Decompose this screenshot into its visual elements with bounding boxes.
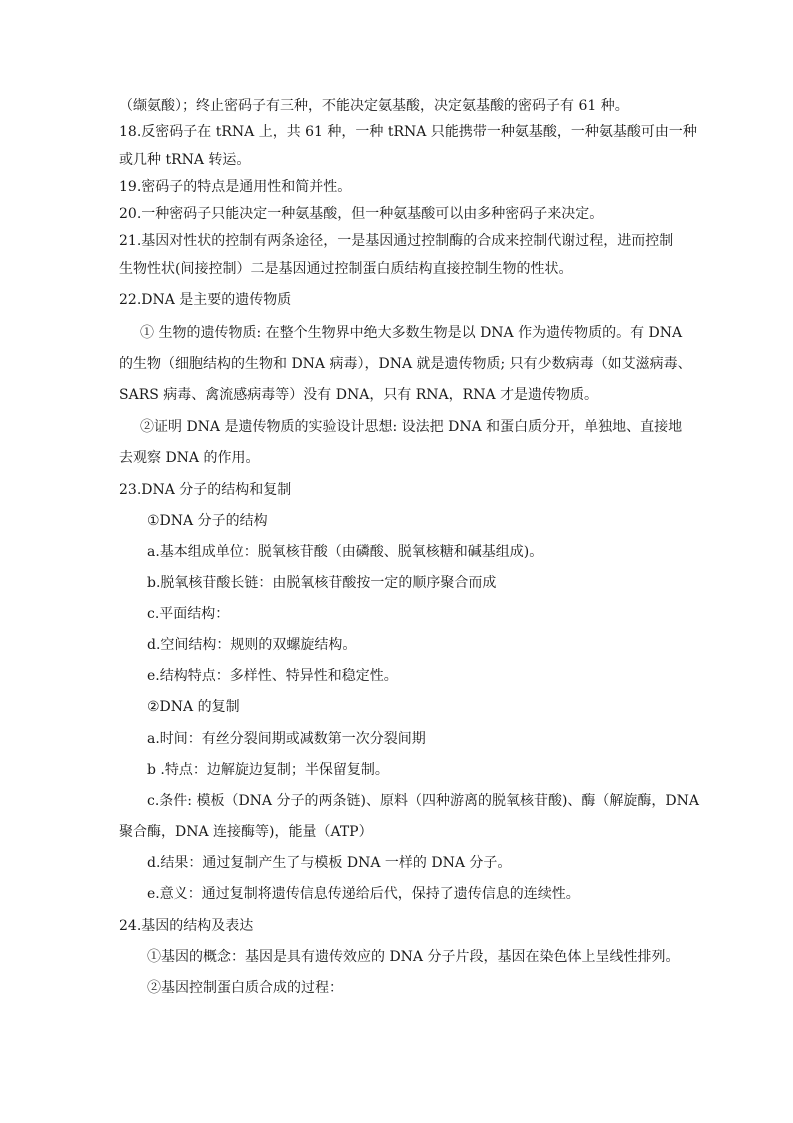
text-line: ① 生物的遗传物质: 在整个生物界中绝大多数生物是以 DNA 作为遗传物质的。有 DNA <box>140 325 683 341</box>
list-item: d.结果：通过复制产生了与模板 DNA 一样的 DNA 分子。 <box>147 855 512 871</box>
section-heading: 22.DNA 是主要的遗传物质 <box>119 292 292 308</box>
list-item: e.意义：通过复制将遗传信息传递给后代，保持了遗传信息的连续性。 <box>147 886 580 902</box>
text-line: 或几种 tRNA 转运。 <box>119 152 251 168</box>
section-heading: 23.DNA 分子的结构和复制 <box>119 482 292 498</box>
list-item: c.平面结构： <box>147 606 230 622</box>
text-line: ②证明 DNA 是遗传物质的实验设计思想: 设法把 DNA 和蛋白质分开，单独地、直接地 <box>140 419 683 435</box>
list-item: e.结构特点：多样性、特异性和稳定性。 <box>147 668 398 684</box>
text-line: 生物性状(间接控制）二是基因通过控制蛋白质结构直接控制生物的性状。 <box>119 261 573 277</box>
subheading: ①DNA 分子的结构 <box>147 513 268 529</box>
text-line: ②基因控制蛋白质合成的过程： <box>147 980 343 996</box>
list-item: b.脱氧核苷酸长链：由脱氧核苷酸按一定的顺序聚合而成 <box>147 575 497 591</box>
list-item: b .特点：边解旋边复制；半保留复制。 <box>147 762 389 778</box>
text-line: 21.基因对性状的控制有两条途径，一是基因通过控制酶的合成来控制代谢过程，进而控制 <box>119 233 674 249</box>
text-line: （缬氨酸）；终止密码子有三种，不能决定氨基酸，决定氨基酸的密码子有 61 种。 <box>119 98 629 114</box>
list-item: a.时间：有丝分裂间期或减数第一次分裂间期 <box>147 731 426 747</box>
list-item: c.条件: 模板（DNA 分子的两条链)、原料（四种游离的脱氧核苷酸)、酶（解旋酶，DNA <box>147 793 699 809</box>
text-line: 去观察 DNA 的作用。 <box>119 450 260 466</box>
text-line: SARS 病毒、禽流感病毒等）没有 DNA，只有 RNA，RNA 才是遗传物质。 <box>119 387 599 403</box>
text-line: 20.一种密码子只能决定一种氨基酸，但一种氨基酸可以由多种密码子来决定。 <box>119 206 604 222</box>
text-line: 的生物（细胞结构的生物和 DNA 病毒），DNA 就是遗传物质; 只有少数病毒（如艾滋病毒、 <box>119 356 692 372</box>
text-line: ①基因的概念：基因是具有遗传效应的 DNA 分子片段，基因在染色体上呈线性排列。 <box>147 949 680 965</box>
text-line: 18.反密码子在 tRNA 上，共 61 种，一种 tRNA 只能携带一种氨基酸，一种氨基酸可由一种 <box>119 124 697 140</box>
text-line: 19.密码子的特点是通用性和简并性。 <box>119 179 352 195</box>
text-line: 聚合酶，DNA 连接酶等)，能量（ATP） <box>119 824 373 840</box>
list-item: a.基本组成单位：脱氧核苷酸（由磷酸、脱氧核糖和碱基组成)。 <box>147 544 544 560</box>
list-item: d.空间结构：规则的双螺旋结构。 <box>147 637 357 653</box>
section-heading: 24.基因的结构及表达 <box>119 918 254 934</box>
subheading: ②DNA 的复制 <box>147 699 240 715</box>
